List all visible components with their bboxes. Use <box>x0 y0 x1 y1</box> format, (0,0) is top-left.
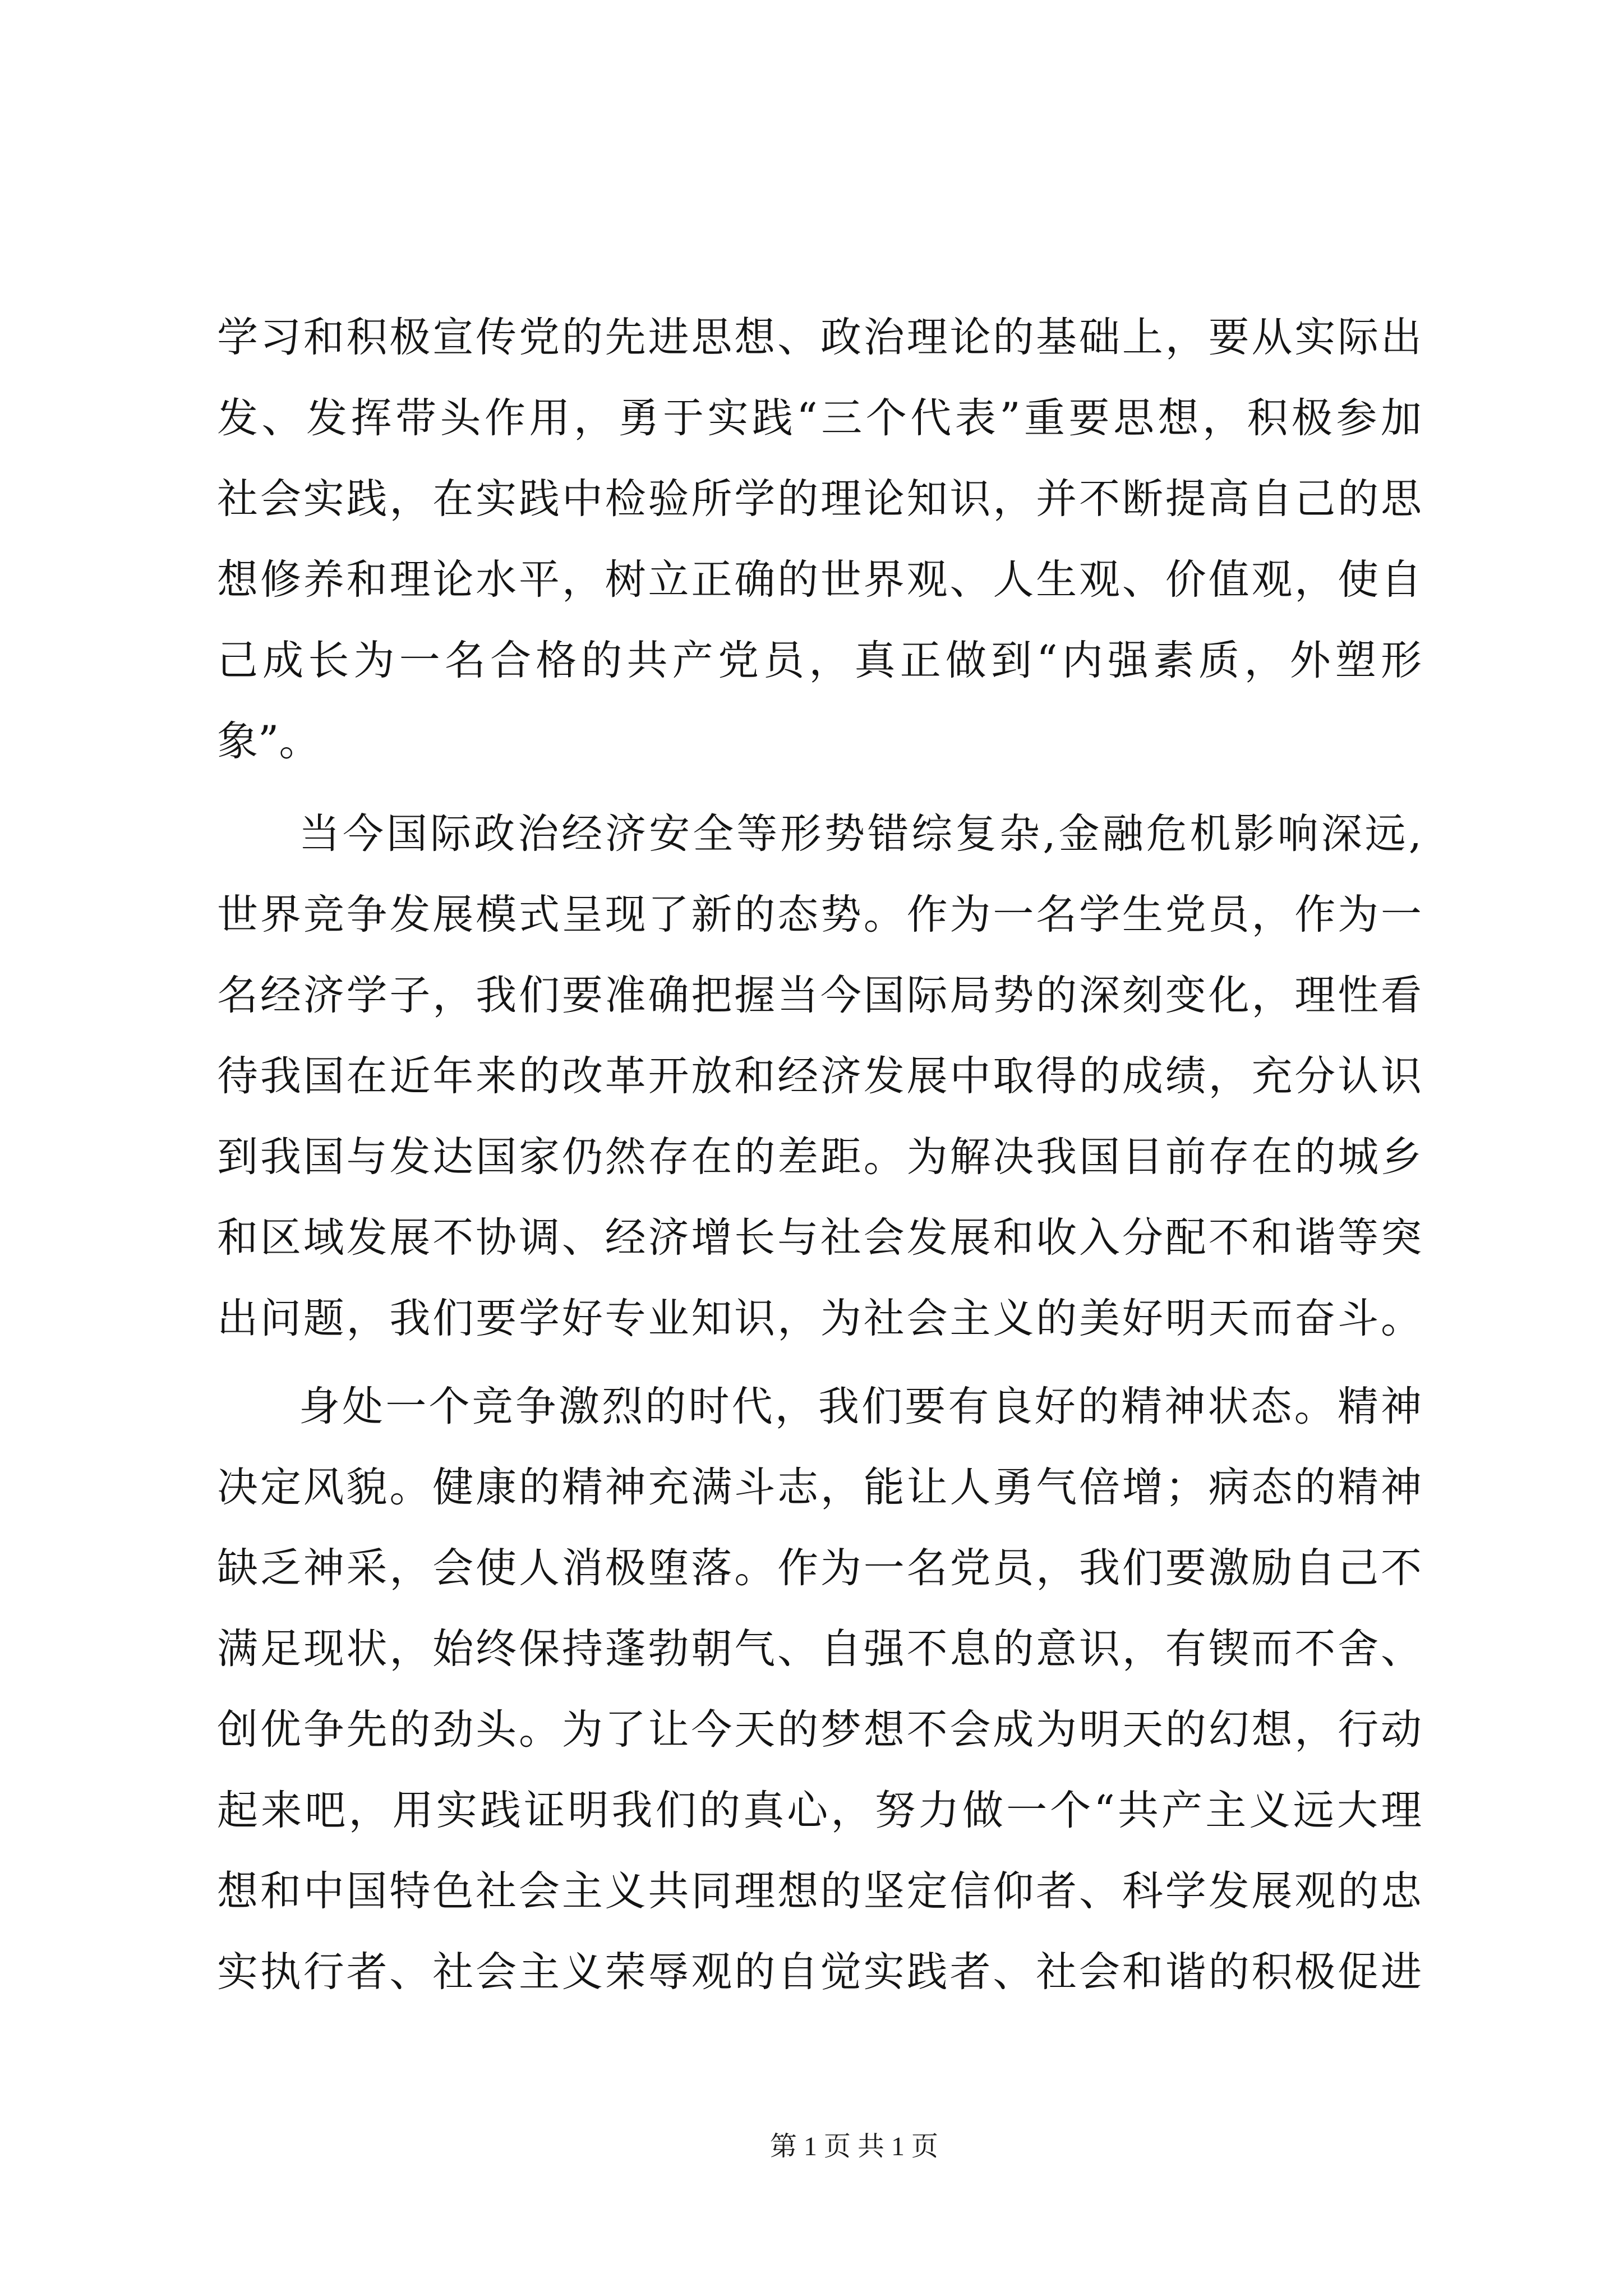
text-line: 待我国在近年来的改革开放和经济发展中取得的成绩，充分认识 <box>217 1052 1422 1100</box>
page-number-footer: 第 1 页 共 1 页 <box>769 2132 938 2161</box>
document-body <box>217 297 1422 2013</box>
text-line: 和区域发展不协调、经济增长与社会发展和收入分配不和谐等突 <box>217 1214 1422 1262</box>
text-line: 发、发挥带头作用，勇于实践“三个代表”重要思想，积极参加 <box>217 394 1422 442</box>
text-line: 己成长为一名合格的共产党员，真正做到“内强素质，外塑形 <box>217 637 1422 684</box>
text-line: 出问题，我们要学好专业知识，为社会主义的美好明天而奋斗。 <box>217 1295 1422 1342</box>
text-line: 满足现状，始终保持蓬勃朝气、自强不息的意识，有锲而不舍、 <box>217 1625 1422 1673</box>
text-line: 想和中国特色社会主义共同理想的坚定信仰者、科学发展观的忠 <box>217 1867 1422 1915</box>
text-line: 想修养和理论水平，树立正确的世界观、人生观、价值观，使自 <box>217 556 1422 604</box>
text-line: 世界竞争发展模式呈现了新的态势。作为一名学生党员，作为一 <box>217 891 1422 938</box>
text-line: 当今国际政治经济安全等形势错综复杂,金融危机影响深远, <box>299 810 1422 858</box>
text-line: 决定风貌。健康的精神充满斗志，能让人勇气倍增；病态的精神 <box>217 1464 1422 1511</box>
text-line: 象”。 <box>217 717 320 765</box>
text-line: 学习和积极宣传党的先进思想、政治理论的基础上，要从实际出 <box>217 314 1422 361</box>
text-line: 实执行者、社会主义荣辱观的自觉实践者、社会和谐的积极促进 <box>217 1948 1422 1996</box>
text-line: 身处一个竞争激烈的时代，我们要有良好的精神状态。精神 <box>299 1383 1422 1430</box>
text-line: 社会实践，在实践中检验所学的理论知识，并不断提高自己的思 <box>217 475 1422 523</box>
paragraph <box>217 1366 1422 2013</box>
text-line: 缺乏神采，会使人消极堕落。作为一名党员，我们要激励自己不 <box>217 1544 1422 1592</box>
paragraph <box>217 794 1422 1359</box>
text-line: 到我国与发达国家仍然存在的差距。为解决我国目前存在的城乡 <box>217 1133 1422 1181</box>
text-line: 起来吧，用实践证明我们的真心，努力做一个“共产主义远大理 <box>217 1787 1422 1834</box>
text-line: 名经济学子，我们要准确把握当今国际局势的深刻变化，理性看 <box>217 972 1422 1019</box>
paragraph <box>217 297 1422 782</box>
text-line: 创优争先的劲头。为了让今天的梦想不会成为明天的幻想，行动 <box>217 1706 1422 1754</box>
